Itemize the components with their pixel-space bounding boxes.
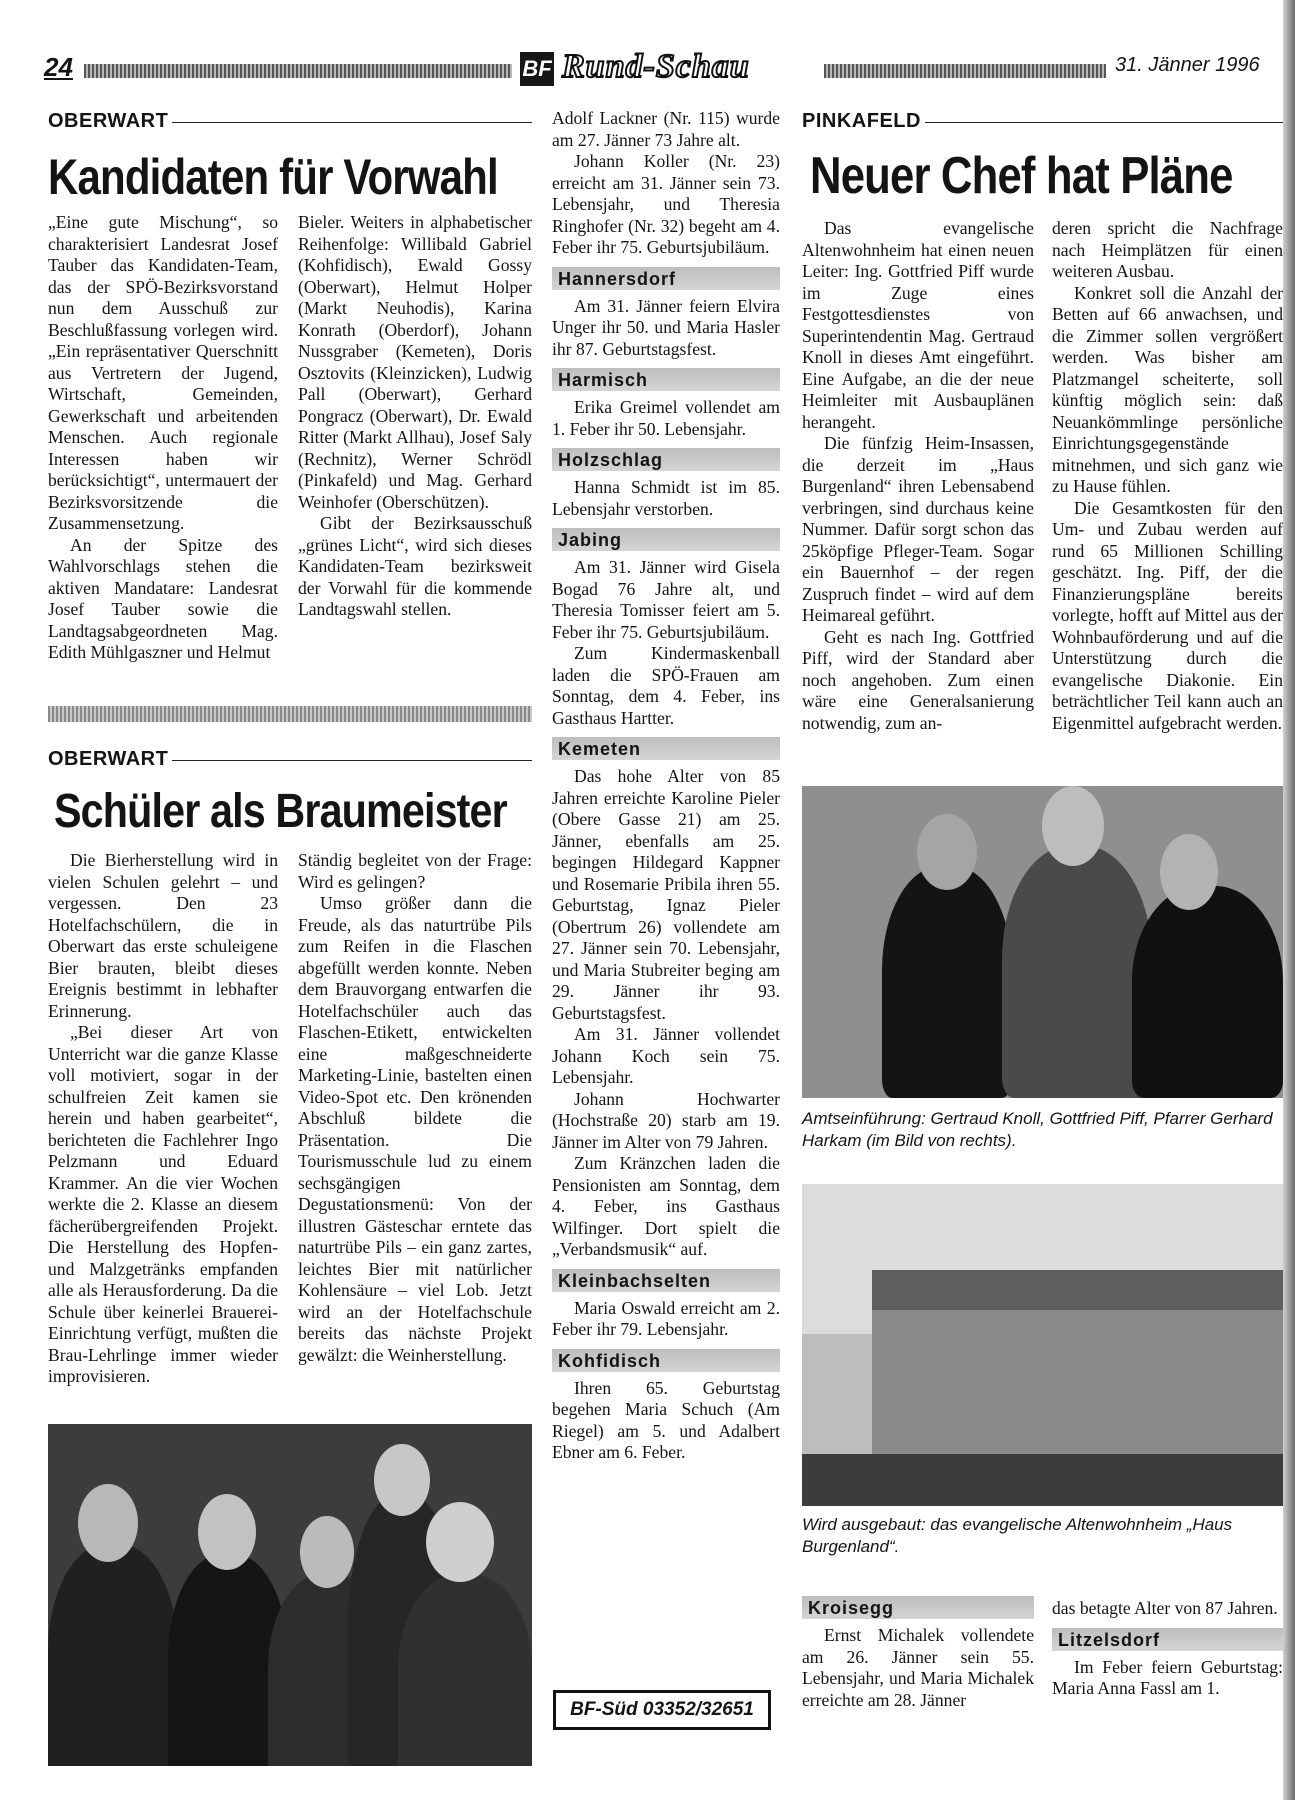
bottom-right-column-2: das betagte Alter von 87 Jahren. Litzelsdorf Im Feber feiern Geburtstag: Maria Anna Fassl am 1.: [1052, 1598, 1283, 1698]
article1-kicker: OBERWART: [48, 110, 532, 133]
article3-column-1: Das evangelische Altenwohnheim hat einen neuen Leiter: Ing. Gottfried Piff wurde im Zuge eines Festgottesdienstes von Superintendentin Mag. Gertraud Knoll in dieses Amt eingeführt. Eine Aufgabe, an die der neue Heimleiter mit Ausbauplänen herangeht. Die fünfzig Heim-Insassen, die derzeit im „Haus Burgenland“ ihren Lebensabend verbringen, sind durchaus keine Nummer. Dafür sorgt schon das 25köpfige Pfleger-Team. Sogar ein Bauernhof – der regen Zuspruch findet – wird auf dem Heimareal geführt. Geht es nach Ing. Gottfried Piff, wird der Standard aber noch angehoben. Zum einen wäre eine Generalsanierung notwendig, zum an-: [802, 218, 1034, 733]
article1-headline: Kandidaten für Vorwahl: [48, 149, 498, 205]
article3-column-2: deren spricht die Nachfrage nach Heimplätzen für einen weiteren Ausbau. Konkret soll die Anzahl der Betten auf 66 anwachsen, und die Zimmer sollen vergrößert werden. Was bisher am Platzmangel scheiterte, soll künftig möglich sein: daß Neuankömmlinge persönliche Einrichtungsgegenstände mitnehmen, und sich ganz wie zu Hause fühlen. Die Gesamtkosten für den Um- und Zubau werden auf rund 65 Millionen Schilling geschätzt. Ing. Piff, der die Finanzierungspläne bereits vorlegte, hofft auf Mittel aus der Wohnbauförderung und auf die Unterstützung durch die evangelische Diakonie. Ein beträchtlicher Teil kann auch an Eigenmittel aufgebracht werden.: [1052, 218, 1283, 733]
article2-column-1: Die Bierherstellung wird in vielen Schulen gelehrt – und vergessen. Den 23 Hotelfachschülern, die in Oberwart das erste schuleigene Bier brauten, bleibt dieses Ereignis bestimmt in lebhafter Erinnerung. „Bei dieser Art von Unterricht war die ganze Klasse voll motiviert, sogar in der schulfreien Zeit kamen sie herein und haben gearbeitet“, berichteten die Fachlehrer Ingo Pelzmann und Eduard Krammer. An die vier Wochen werkte die 2. Klasse an diesem fächerübergreifenden Projekt. Die Herstellung des Hopfen- und Malzgetränks empfanden alle als Herausforderung. Da die Schule über keinerlei Brauerei-Einrichtung verfügt, mußten die Brau-Lehrlinge immer wieder improvisieren.: [48, 850, 278, 1386]
article2-kicker: OBERWART: [48, 748, 532, 771]
building-caption: Wird ausgebaut: das evangelische Altenwohnheim „Haus Burgenland“.: [802, 1515, 1233, 1556]
issue-date: 31. Jänner 1996: [1115, 54, 1260, 76]
article2-headline: Schüler als Braumeister: [54, 785, 507, 838]
bottom-right-column-1: Kroisegg Ernst Michalek vollendete am 26. Jänner sein 55. Lebensjahr, und Maria Michalek erreichte am 28. Jänner: [802, 1598, 1034, 1710]
ceremony-caption: Amtseinführung: Gertraud Knoll, Gottfried Piff, Pfarrer Gerhard Harkam (im Bild von rechts).: [802, 1109, 1273, 1150]
header-rule-left: [84, 64, 512, 78]
article1-column-1: „Eine gute Mischung“, so charakterisiert Landesrat Josef Tauber das Kandidaten-Team, das der SPÖ-Bezirksvorstand nun dem Ausschuß zur Beschlußfassung vorlegen wird. „Ein repräsentativer Querschnitt aus Vertretern der Jugend, Wirtschaft, Gemeinden, Gewerkschaft und arbeitenden Menschen. Auch regionale Interessen haben wir berücksichtigt“, untermauert der Bezirksvorsitzende die Zusammensetzung. An der Spitze des Wahlvorschlags stehen die aktiven Mandatare: Landesrat Josef Tauber sowie die Landtagsabgeordneten Mag. Edith Mühlgaszner und Helmut: [48, 212, 278, 662]
village-harmisch: Harmisch: [552, 368, 780, 391]
article3-kicker: PINKAFELD: [802, 110, 1283, 133]
header-rule-right: [824, 64, 1106, 78]
ceremony-photo: [802, 786, 1283, 1098]
article2-column-2: Ständig begleitet von der Frage: Wird es gelingen? Umso größer dann die Freude, als das naturtrübe Pils zum Reifen in die Flaschen abgefüllt werden konnte. Neben dem Brauvorgang entwarfen die Hotelfachschüler auch das Flaschen-Etikett, entwickelten eine maßgeschneiderte Marketing-Linie, bastelten einen Video-Spot etc. Den krönenden Abschluß bildete die Präsentation. Die Tourismusschule lud zu einem sechsgängigen Degustationsmenü: Von der illustren Gästeschar erntete das naturtrübe Pils – ein ganz zartes, leichtes Bier mit natürlicher Kohlensäure – viel Lob. Jetzt wird an der Hotelfachschule bereits das nächste Projekt gewälzt: die Weinherstellung.: [298, 850, 532, 1365]
village-holzschlag: Holzschlag: [552, 448, 780, 471]
building-photo: [802, 1184, 1283, 1506]
students-photo: [48, 1424, 532, 1766]
village-kleinbachselten: Kleinbachselten: [552, 1269, 780, 1292]
page-number: 24: [44, 52, 73, 82]
bf-logo: BF: [520, 52, 554, 86]
page-edge-shadow: [1283, 0, 1295, 1800]
village-jabing: Jabing: [552, 528, 780, 551]
middle-column: Adolf Lackner (Nr. 115) wurde am 27. Jänner 73 Jahre alt. Johann Koller (Nr. 23) erreicht am 31. Jänner sein 73. Lebensjahr, und Theresia Ringhofer (Nr. 32) begeht am 4. Feber ihr 75. Geburtsjubiläum. Hannersdorf Am 31. Jänner feiern Elvira Unger ihr 50. und Maria Hasler ihr 87. Geburtstagsfest. Harmisch Erika Greimel vollendet am 1. Feber ihr 50. Lebensjahr. Holzschlag Hanna Schmidt ist im 85. Lebensjahr verstorben. Jabing Am 31. Jänner wird Gisela Bogad 76 Jahre alt, und Theresia Tomisser feiert am 5. Feber ihr 75. Geburtsjubiläum. Zum Kindermaskenball laden die SPÖ-Frauen am Sonntag, dem 4. Feber, ins Gasthaus Hartter. Kemeten Das hohe Alter von 85 Jahren erreichte Karoline Pieler (Obere Gasse 21) am 25. Jänner, ebenfalls am 25. begingen Hildegard Kappner und Rosemarie Pribila ihren 55. Geburtstag, Ignaz Pieler (Obertrum 26) vollendete am 27. Jänner sein 70. Lebensjahr, und Maria Stubreiter beging am 29. Jänner ihr 93. Geburtstagsfest. Am 31. Jänner vollendet Johann Koch sein 75. Lebensjahr. Johann Hochwarter (Hochstraße 20) starb am 19. Jänner im Alter von 79 Jahren. Zum Kränzchen laden die Pensionisten am Sonntag, dem 4. Feber, ins Gasthaus Wilfinger. Dort spielt die „Verbandsmusik“ auf. Kleinbachselten Maria Oswald erreicht am 2. Feber ihr 79. Lebensjahr. Kohfidisch Ihren 65. Geburtstag begehen Maria Schuch (Am Riegel) am 5. und Adalbert Ebner am 6. Feber.: [552, 108, 780, 1462]
article3-headline: Neuer Chef hat Pläne: [810, 147, 1233, 205]
village-kroisegg: Kroisegg: [802, 1596, 1034, 1619]
village-kemeten: Kemeten: [552, 737, 780, 760]
village-kohfidisch: Kohfidisch: [552, 1349, 780, 1372]
phone-box: BF-Süd 03352/32651: [553, 1690, 771, 1730]
section-divider: [48, 706, 532, 722]
village-hannersdorf: Hannersdorf: [552, 267, 780, 290]
village-litzelsdorf: Litzelsdorf: [1052, 1628, 1283, 1651]
section-title: Rund-Schau: [562, 48, 750, 85]
article1-column-2: Bieler. Weiters in alphabetischer Reihenfolge: Willibald Gabriel (Kohfidisch), Ewald Gossy (Oberwart), Helmut Holper (Markt Neuhodis), Karina Konrath (Oberdorf), Johann Nussgraber (Kemeten), Doris Osztovits (Kleinzicken), Ludwig Pall (Oberwart), Gerhard Pongracz (Oberwart), Dr. Ewald Ritter (Markt Allhau), Josef Saly (Rechnitz), Werner Schrödl (Pinkafeld) und Mag. Gerhard Weinhofer (Oberschützen). Gibt der Bezirksausschuß „grünes Licht“, wird sich dieses Kandidaten-Team bezirksweit der Vorwahl für die kommende Landtagswahl stellen.: [298, 212, 532, 619]
